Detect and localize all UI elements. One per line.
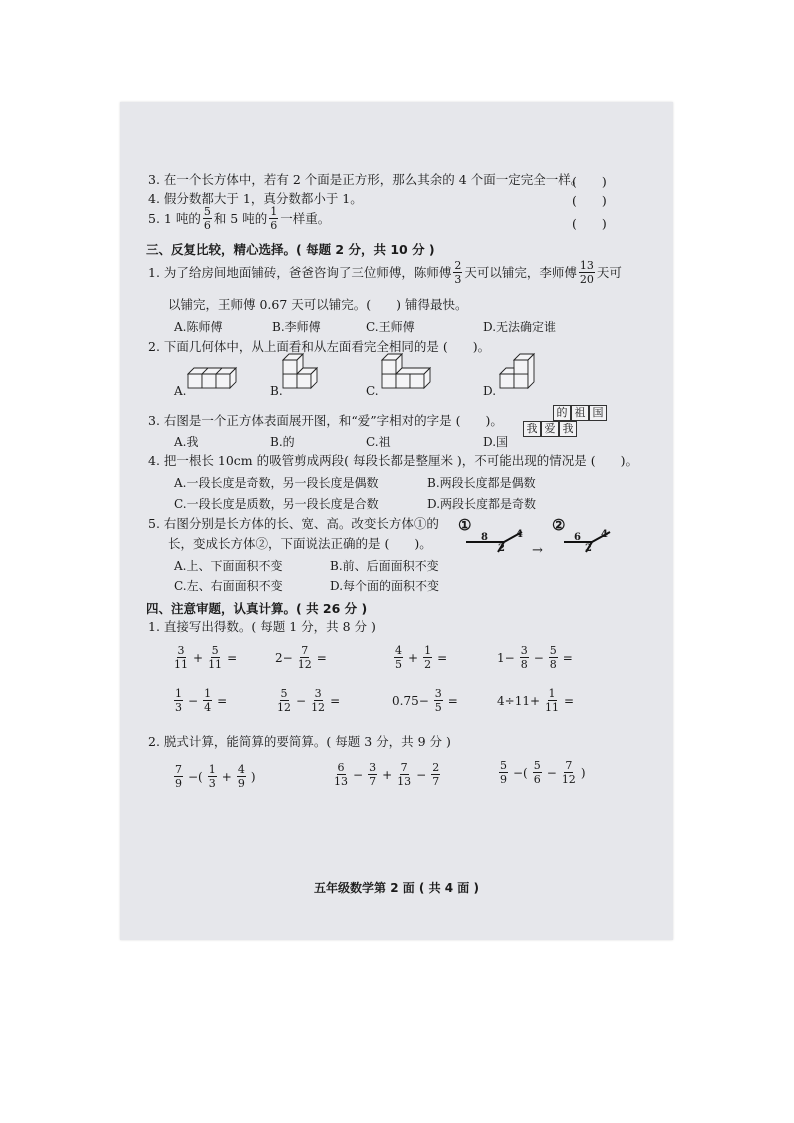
q3-option-a: A.我 — [174, 435, 199, 449]
fig1-width: 2 — [498, 543, 505, 554]
judge-q5: 5. 1 吨的 5 6 和 5 吨的 1 6 一样重。 — [148, 205, 331, 232]
calc-sub1: 1. 直接写出得数。( 每题 1 分，共 8 分 ) — [148, 619, 376, 634]
fraction: 5 6 — [203, 205, 211, 232]
net-cell: 祖 — [571, 405, 589, 421]
exam-sheet — [120, 102, 673, 940]
net-cell: 我 — [559, 421, 577, 437]
figure-label-2: ② — [552, 516, 566, 534]
choice-q4: 4. 把一根长 10cm 的吸管剪成两段( 每段长都是整厘米 )，不可能出现的情况是 ( )。 — [148, 453, 639, 468]
cube-net-top-row — [553, 405, 607, 421]
answer-paren: ( ) — [572, 174, 607, 189]
fraction: 2 3 — [454, 259, 462, 286]
fig1-length: 8 — [481, 532, 488, 543]
expr-8: 4÷11+ 1 11 = — [497, 687, 575, 714]
expr-10: 6 13 − 3 7 + 7 13 − 2 7 — [334, 761, 440, 788]
q5-option-d: D.每个面的面积不变 — [330, 579, 440, 593]
net-cell: 爱 — [541, 421, 559, 437]
expr-3: 4 5 + 1 2 = — [395, 644, 448, 671]
fig2-height: 4 — [601, 529, 608, 540]
cubes-figure-a — [188, 366, 238, 394]
answer-paren: ( ) — [572, 216, 607, 231]
judge-q3: 3. 在一个长方体中，若有 2 个面是正方形，那么其余的 4 个面一定完全一样。 — [148, 172, 584, 187]
choice-q5: 5. 右图分别是长方体的长、宽、高。改变长方体①的 — [148, 516, 439, 531]
expr-5: 1 3 − 1 4 = — [175, 687, 228, 714]
cubes-figure-b — [283, 358, 323, 394]
q2-option-b: B. — [270, 384, 283, 398]
q5-option-c: C.左、右面面积不变 — [174, 579, 283, 593]
cubes-figure-c — [382, 358, 432, 394]
q1-option-b: B.李师傅 — [272, 320, 321, 334]
q4-option-d: D.两段长度都是奇数 — [427, 497, 537, 511]
q3-option-b: B.的 — [270, 435, 295, 449]
choice-q3: 3. 右图是一个正方体表面展开图，和“爱”字相对的字是 ( )。 — [148, 413, 503, 428]
fig2-length: 6 — [574, 532, 581, 543]
expr-4: 1− 3 8 − 5 8 = — [497, 644, 573, 671]
net-cell: 的 — [553, 405, 571, 421]
choice-q1: 1. 为了给房间地面铺砖，爸爸咨询了三位师傅，陈师傅 2 3 天可以铺完，李师傅 13 20 天可 — [148, 259, 622, 286]
expr-6: 5 12 − 3 12 = — [277, 687, 341, 714]
choice-q1-line2: 以铺完，王师傅 0.67 天可以铺完。( ) 铺得最快。 — [168, 297, 468, 312]
q1-option-c: C.王师傅 — [366, 320, 415, 334]
section4-heading: 四、注意审题，认真计算。( 共 26 分 ) — [146, 601, 368, 616]
fig2-width: 2 — [585, 543, 592, 554]
q3-option-d: D.国 — [483, 435, 509, 449]
q4-option-a: A.一段长度是奇数，另一段长度是偶数 — [174, 476, 379, 490]
fraction: 1 6 — [270, 205, 278, 232]
q1-option-d: D.无法确定谁 — [483, 320, 557, 334]
cuboid-edges-figure-2 — [562, 530, 632, 560]
q5-option-a: A.上、下面面积不变 — [174, 559, 283, 573]
net-cell: 国 — [589, 405, 607, 421]
cube-net-bottom-row — [523, 421, 577, 437]
page-footer: 五年级数学第 2 面 ( 共 4 面 ) — [314, 881, 479, 895]
expr-11: 5 9 −( 5 6 − 7 12 ) — [500, 759, 586, 786]
expr-2: 2− 7 12 = — [275, 644, 327, 671]
q3-option-c: C.祖 — [366, 435, 391, 449]
answer-paren: ( ) — [572, 193, 607, 208]
choice-q5-line2: 长，变成长方体②，下面说法正确的是 ( )。 — [168, 536, 432, 551]
expr-9: 7 9 −( 1 3 + 4 9 ) — [175, 763, 256, 790]
q1-option-a: A.陈师傅 — [174, 320, 223, 334]
calc-sub2: 2. 脱式计算，能简算的要简算。( 每题 3 分，共 9 分 ) — [148, 734, 451, 749]
q2-option-c: C. — [366, 384, 379, 398]
q2-option-d: D. — [483, 384, 497, 398]
fraction: 13 20 — [579, 259, 594, 286]
expr-1: 3 11 + 5 11 = — [174, 644, 238, 671]
q5-option-b: B.前、后面面积不变 — [330, 559, 439, 573]
q2-option-a: A. — [174, 384, 187, 398]
arrow-icon: → — [532, 543, 543, 558]
choice-q2: 2. 下面几何体中，从上面看和从左面看完全相同的是 ( )。 — [148, 339, 491, 354]
judge-q4: 4. 假分数都大于 1，真分数都小于 1。 — [148, 191, 363, 206]
section3-heading: 三、反复比较，精心选择。( 每题 2 分，共 10 分 ) — [146, 242, 435, 257]
fig1-height: 4 — [516, 529, 523, 540]
q4-option-c: C.一段长度是质数，另一段长度是合数 — [174, 497, 379, 511]
net-cell: 我 — [523, 421, 541, 437]
expr-7: 0.75− 3 5 = — [392, 687, 458, 714]
figure-label-1: ① — [458, 516, 472, 534]
q4-option-b: B.两段长度都是偶数 — [427, 476, 536, 490]
cubes-figure-d — [500, 358, 540, 394]
